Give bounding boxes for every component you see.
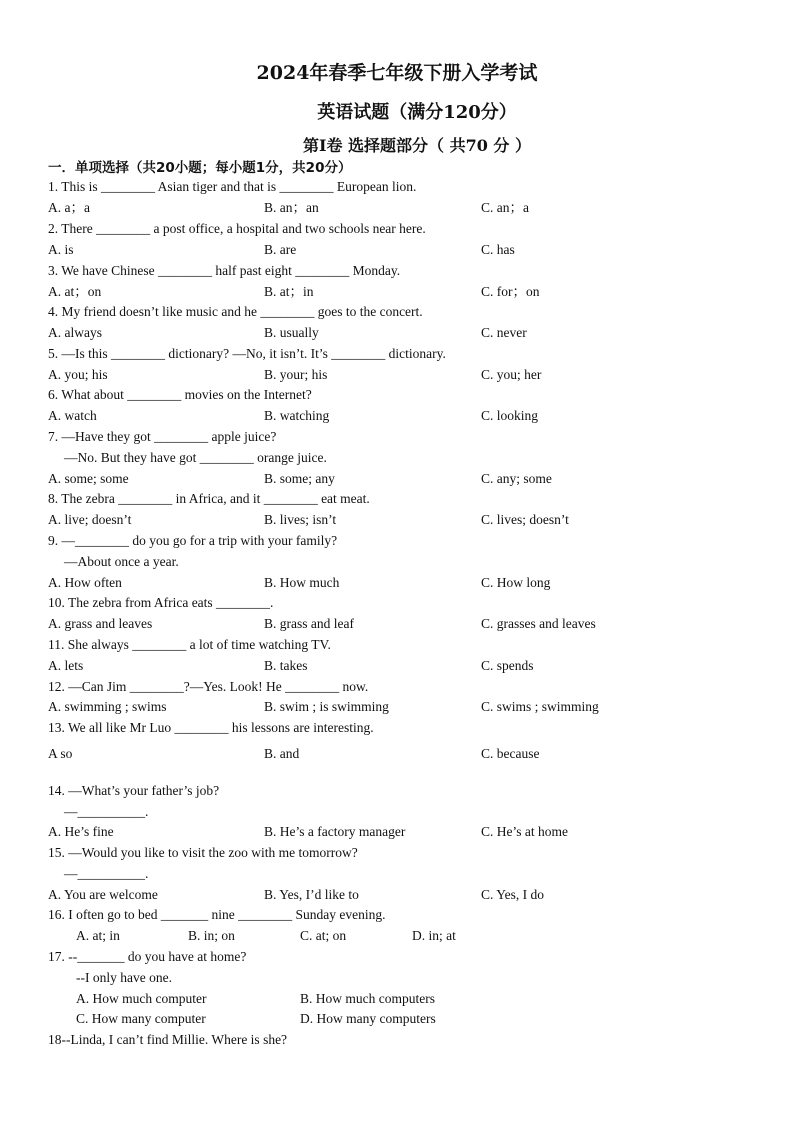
text-line: C. Yes, I do: [481, 887, 545, 902]
text-line: B. How much computers: [300, 991, 435, 1006]
text-line: C. any; some: [481, 471, 552, 486]
text-line: B. takes: [264, 658, 308, 673]
text-line: 6. What about ________ movies on the Internet?: [48, 387, 312, 402]
text-line: C. has: [481, 242, 515, 257]
text-line: C. How many computer: [76, 1011, 206, 1026]
text-line: 13. We all like Mr Luo ________ his lessons are interesting.: [48, 720, 374, 735]
text-line: 7. —Have they got ________ apple juice?: [48, 429, 277, 444]
text-line: 16. I often go to bed _______ nine ________ Sunday evening.: [48, 907, 386, 922]
text-line: C. How long: [481, 575, 551, 590]
text-line: A. You are welcome: [48, 887, 158, 902]
exam-subtitle: 英语试题（满分120分）: [317, 102, 517, 123]
text-line: B. How much: [264, 575, 340, 590]
text-line: C. because: [481, 746, 540, 761]
text-line: A. at; in: [76, 928, 120, 943]
text-line: 5. —Is this ________ dictionary? —No, it isn’t. It’s ________ dictionary.: [48, 346, 446, 361]
text-line: 12. —Can Jim ________?—Yes. Look! He ________ now.: [48, 679, 369, 694]
text-line: A. always: [48, 325, 102, 340]
text-line: —__________.: [64, 866, 149, 881]
text-line: C. for；on: [481, 284, 540, 299]
text-line: A. live; doesn’t: [48, 512, 132, 527]
text-line: B. your; his: [264, 367, 328, 382]
text-line: A. grass and leaves: [48, 616, 153, 631]
text-line: B. He’s a factory manager: [264, 824, 406, 839]
text-line: C. at; on: [300, 928, 347, 943]
text-line: B. swim ; is swimming: [264, 699, 389, 714]
text-line: B. Yes, I’d like to: [264, 887, 359, 902]
section-heading: 一．单项选择（共20小题；每小题1分，共20分）: [48, 160, 352, 176]
text-line: B. are: [264, 242, 297, 257]
text-line: C. looking: [481, 408, 539, 423]
text-line: --I only have one.: [76, 970, 172, 985]
text-line: 18--Linda, I can’t find Millie. Where is she?: [48, 1032, 288, 1047]
text-line: A. is: [48, 242, 74, 257]
text-line: C. you; her: [481, 367, 542, 382]
text-line: A. How often: [48, 575, 122, 590]
text-line: B. usually: [264, 325, 319, 340]
text-line: 3. We have Chinese ________ half past eight ________ Monday.: [48, 263, 401, 278]
text-line: 8. The zebra ________ in Africa, and it ________ eat meat.: [48, 491, 370, 506]
text-line: B. lives; isn’t: [264, 512, 337, 527]
text-line: 10. The zebra from Africa eats ________.: [48, 595, 274, 610]
text-line: 9. —________ do you go for a trip with your family?: [48, 533, 338, 548]
text-line: A. He’s fine: [48, 824, 114, 839]
text-line: C. never: [481, 325, 527, 340]
text-line: B. an；an: [264, 200, 319, 215]
text-line: C. spends: [481, 658, 534, 673]
text-line: A. lets: [48, 658, 84, 673]
text-line: 15. —Would you like to visit the zoo with me tomorrow?: [48, 845, 358, 860]
text-line: —About once a year.: [64, 554, 179, 569]
text-line: C. an；a: [481, 200, 529, 215]
text-line: —__________.: [64, 804, 149, 819]
text-line: C. He’s at home: [481, 824, 568, 839]
text-line: 1. This is ________ Asian tiger and that is ________ European lion.: [48, 179, 417, 194]
text-line: D. How many computers: [300, 1011, 436, 1026]
text-line: 2. There ________ a post office, a hospital and two schools near here.: [48, 221, 426, 236]
text-line: 14. —What’s your father’s job?: [48, 783, 220, 798]
text-line: B. watching: [264, 408, 330, 423]
exam-title: 2024年春季七年级下册入学考试: [256, 62, 538, 84]
text-line: B. in; on: [188, 928, 235, 943]
part-heading: 第Ⅰ卷 选择题部分（ 共70 分 ）: [302, 136, 532, 155]
text-line: 4. My friend doesn’t like music and he ________ goes to the concert.: [48, 304, 423, 319]
text-line: A. a；a: [48, 200, 90, 215]
text-line: B. grass and leaf: [264, 616, 354, 631]
text-line: B. and: [264, 746, 300, 761]
text-line: A so: [48, 746, 73, 761]
text-line: C. grasses and leaves: [481, 616, 596, 631]
text-line: B. at；in: [264, 284, 314, 299]
text-line: 17. --_______ do you have at home?: [48, 949, 247, 964]
text-line: D. in; at: [412, 928, 456, 943]
text-line: A. How much computer: [76, 991, 207, 1006]
text-line: B. some; any: [264, 471, 335, 486]
text-line: A. some; some: [48, 471, 129, 486]
text-line: C. lives; doesn’t: [481, 512, 569, 527]
text-line: A. swimming ; swims: [48, 699, 167, 714]
text-line: 11. She always ________ a lot of time watching TV.: [48, 637, 331, 652]
text-line: A. watch: [48, 408, 97, 423]
text-line: A. at；on: [48, 284, 102, 299]
text-line: —No. But they have got ________ orange juice.: [64, 450, 327, 465]
text-line: C. swims ; swimming: [481, 699, 599, 714]
text-line: A. you; his: [48, 367, 108, 382]
